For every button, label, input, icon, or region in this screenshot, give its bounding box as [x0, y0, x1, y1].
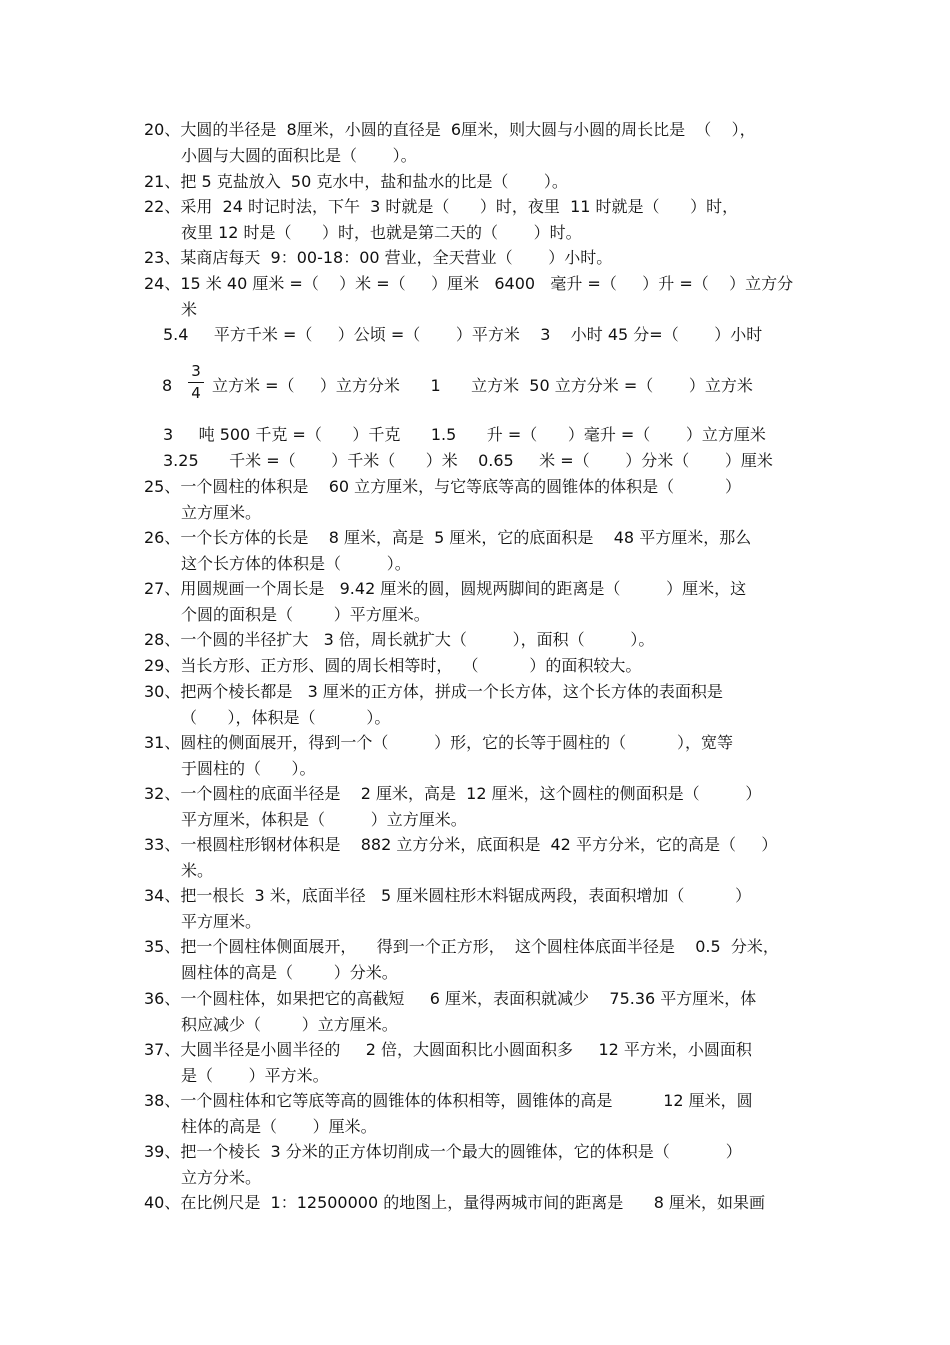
- question-25-line1: 25、一个圆柱的体积是 60 立方厘米，与它等底等高的圆锥体的体积是（ ）: [144, 477, 742, 496]
- fraction-denominator: 4: [191, 384, 201, 402]
- question-29: 29、当长方形、正方形、圆的周长相等时， （ ）的面积较大。: [144, 656, 642, 675]
- question-24-line4: 立方米 =（ ）立方分米 1 立方米 50 立方分米 =（ ）立方米: [212, 376, 753, 395]
- question-22-line1: 22、采用 24 时记时法，下午 3 时就是（ ）时，夜里 11 时就是（ ）时，: [144, 197, 739, 216]
- question-40-line1: 40、在比例尺是 1：12500000 的地图上，量得两城市间的距离是 8 厘米，如果画: [144, 1193, 766, 1212]
- question-34-line1: 34、把一根长 3 米，底面半径 5 厘米圆柱形木料锯成两段，表面积增加（ ）: [144, 886, 752, 905]
- question-24-line2: 米: [181, 300, 198, 319]
- question-28: 28、一个圆的半径扩大 3 倍，周长就扩大（ ），面积（ ）。: [144, 630, 655, 649]
- question-36-line1: 36、一个圆柱体，如果把它的高截短 6 厘米，表面积就减少 75.36 平方厘米，体: [144, 989, 757, 1008]
- question-24-line5: 3 吨 500 千克 =（ ）千克 1.5 升 =（ ）毫升 =（ ）立方厘米: [163, 425, 766, 444]
- question-24-line6: 3.25 千米 =（ ）千米（ ）米 0.65 米 =（ ）分米（ ）厘米: [163, 451, 773, 470]
- question-33-line2: 米。: [181, 861, 214, 880]
- question-35-line1: 35、把一个圆柱体侧面展开， 得到一个正方形， 这个圆柱体底面半径是 0.5 分米，: [144, 937, 779, 956]
- fraction-numerator: 3: [191, 362, 201, 380]
- question-24-line1: 24、15 米 40 厘米 =（ ）米 =（ ）厘米 6400 毫升 =（ ）升 =（ ）立方分: [144, 274, 794, 293]
- question-20-line2: 小圆与大圆的面积比是（ ）。: [181, 146, 417, 165]
- question-25-line2: 立方厘米。: [181, 503, 262, 522]
- question-21: 21、把 5 克盐放入 50 克水中，盐和盐水的比是（ ）。: [144, 172, 568, 191]
- question-26-line1: 26、一个长方体的长是 8 厘米，高是 5 厘米，它的底面积是 48 平方厘米，那么: [144, 528, 752, 547]
- question-32-line2: 平方厘米，体积是（ ）立方厘米。: [181, 810, 467, 829]
- question-37-line1: 37、大圆半径是小圆半径的 2 倍，大圆面积比小圆面积多 12 平方米，小圆面积: [144, 1040, 752, 1059]
- question-37-line2: 是（ ）平方米。: [181, 1066, 329, 1085]
- question-34-line2: 平方厘米。: [181, 912, 262, 931]
- question-33-line1: 33、一根圆柱形钢材体积是 882 立方分米，底面积是 42 平方分米，它的高是（ ）: [144, 835, 778, 854]
- question-20-line1: 20、大圆的半径是 8厘米，小圆的直径是 6厘米，则大圆与小圆的周长比是 （ ），: [144, 120, 756, 139]
- question-22-line2: 夜里 12 时是（ ）时，也就是第二天的（ ）时。: [181, 223, 582, 242]
- question-35-line2: 圆柱体的高是（ ）分米。: [181, 963, 398, 982]
- question-39-line2: 立方分米。: [181, 1168, 262, 1187]
- question-32-line1: 32、一个圆柱的底面半径是 2 厘米，高是 12 厘米，这个圆柱的侧面积是（ ）: [144, 784, 762, 803]
- question-27-line2: 个圆的面积是（ ）平方厘米。: [181, 605, 430, 624]
- question-36-line2: 积应减少（ ）立方厘米。: [181, 1015, 398, 1034]
- mixed-number-whole: 8: [162, 376, 173, 395]
- fraction-bar: [188, 382, 204, 383]
- question-30-line1: 30、把两个棱长都是 3 厘米的正方体，拼成一个长方体，这个长方体的表面积是: [144, 682, 723, 701]
- fraction: [188, 363, 204, 402]
- question-31-line2: 于圆柱的（ ）。: [181, 759, 316, 778]
- question-27-line1: 27、用圆规画一个周长是 9.42 厘米的圆，圆规两脚间的距离是（ ）厘米，这: [144, 579, 747, 598]
- question-39-line1: 39、把一个棱长 3 分米的正方体切削成一个最大的圆锥体，它的体积是（ ）: [144, 1142, 742, 1161]
- question-38-line1: 38、一个圆柱体和它等底等高的圆锥体的体积相等，圆锥体的高是 12 厘米，圆: [144, 1091, 753, 1110]
- question-38-line2: 柱体的高是（ ）厘米。: [181, 1117, 377, 1136]
- question-24-line3: 5.4 平方千米 =（ ）公顷 =（ ）平方米 3 小时 45 分=（ ）小时: [163, 325, 763, 344]
- question-23: 23、某商店每天 9：00-18：00 营业，全天营业（ ）小时。: [144, 248, 613, 267]
- question-30-line2: （ ），体积是（ ）。: [181, 708, 391, 727]
- question-26-line2: 这个长方体的体积是（ ）。: [181, 554, 411, 573]
- question-31-line1: 31、圆柱的侧面展开，得到一个（ ）形，它的长等于圆柱的（ ），宽等: [144, 733, 733, 752]
